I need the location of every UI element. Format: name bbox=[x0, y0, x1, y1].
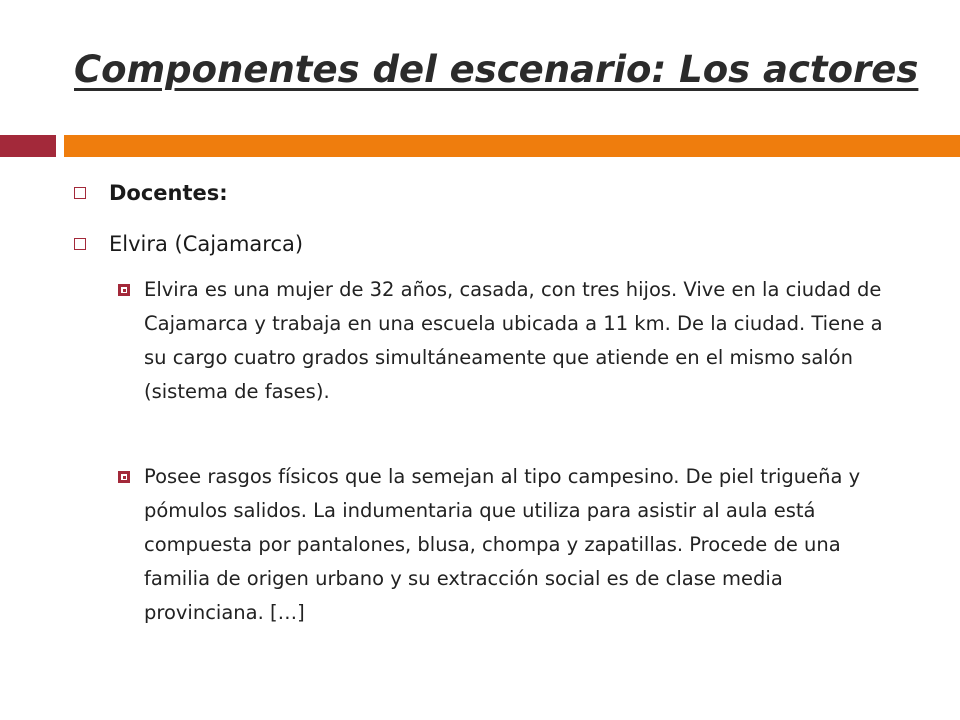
sub-bullet-description bbox=[118, 273, 918, 409]
header-rule-left bbox=[0, 135, 56, 157]
slide-title: Componentes del escenario: Los actores bbox=[74, 48, 919, 91]
bullet-docentes bbox=[74, 181, 228, 205]
square-bullet-icon bbox=[118, 284, 130, 296]
sub-bullet-appearance bbox=[118, 460, 918, 630]
bullet-label: Elvira (Cajamarca) bbox=[109, 232, 304, 256]
header-rule-right bbox=[64, 135, 960, 157]
square-bullet-icon bbox=[118, 471, 130, 483]
square-bullet-icon bbox=[74, 238, 86, 250]
square-bullet-icon bbox=[74, 187, 86, 199]
sub-bullet-text: Elvira es una mujer de 32 años, casada, con tres hijos. Vive en la ciudad de Cajamarca y trabaja en una escuela ubicada a 11 km. De la ciudad. Tiene a su cargo cuatro grados simultáneamente que atiende en el mismo salón (sistema de fases). bbox=[144, 278, 883, 403]
bullet-label: Docentes: bbox=[109, 181, 228, 205]
bullet-elvira bbox=[74, 232, 303, 256]
sub-bullet-text: Posee rasgos físicos que la semejan al tipo campesino. De piel trigueña y pómulos salidos. La indumentaria que utiliza para asistir al aula está compuesta por pantalones, blusa, chompa y zapatillas. Procede de una familia de origen urbano y su extracción social es de clase media provinciana. […] bbox=[144, 465, 861, 624]
